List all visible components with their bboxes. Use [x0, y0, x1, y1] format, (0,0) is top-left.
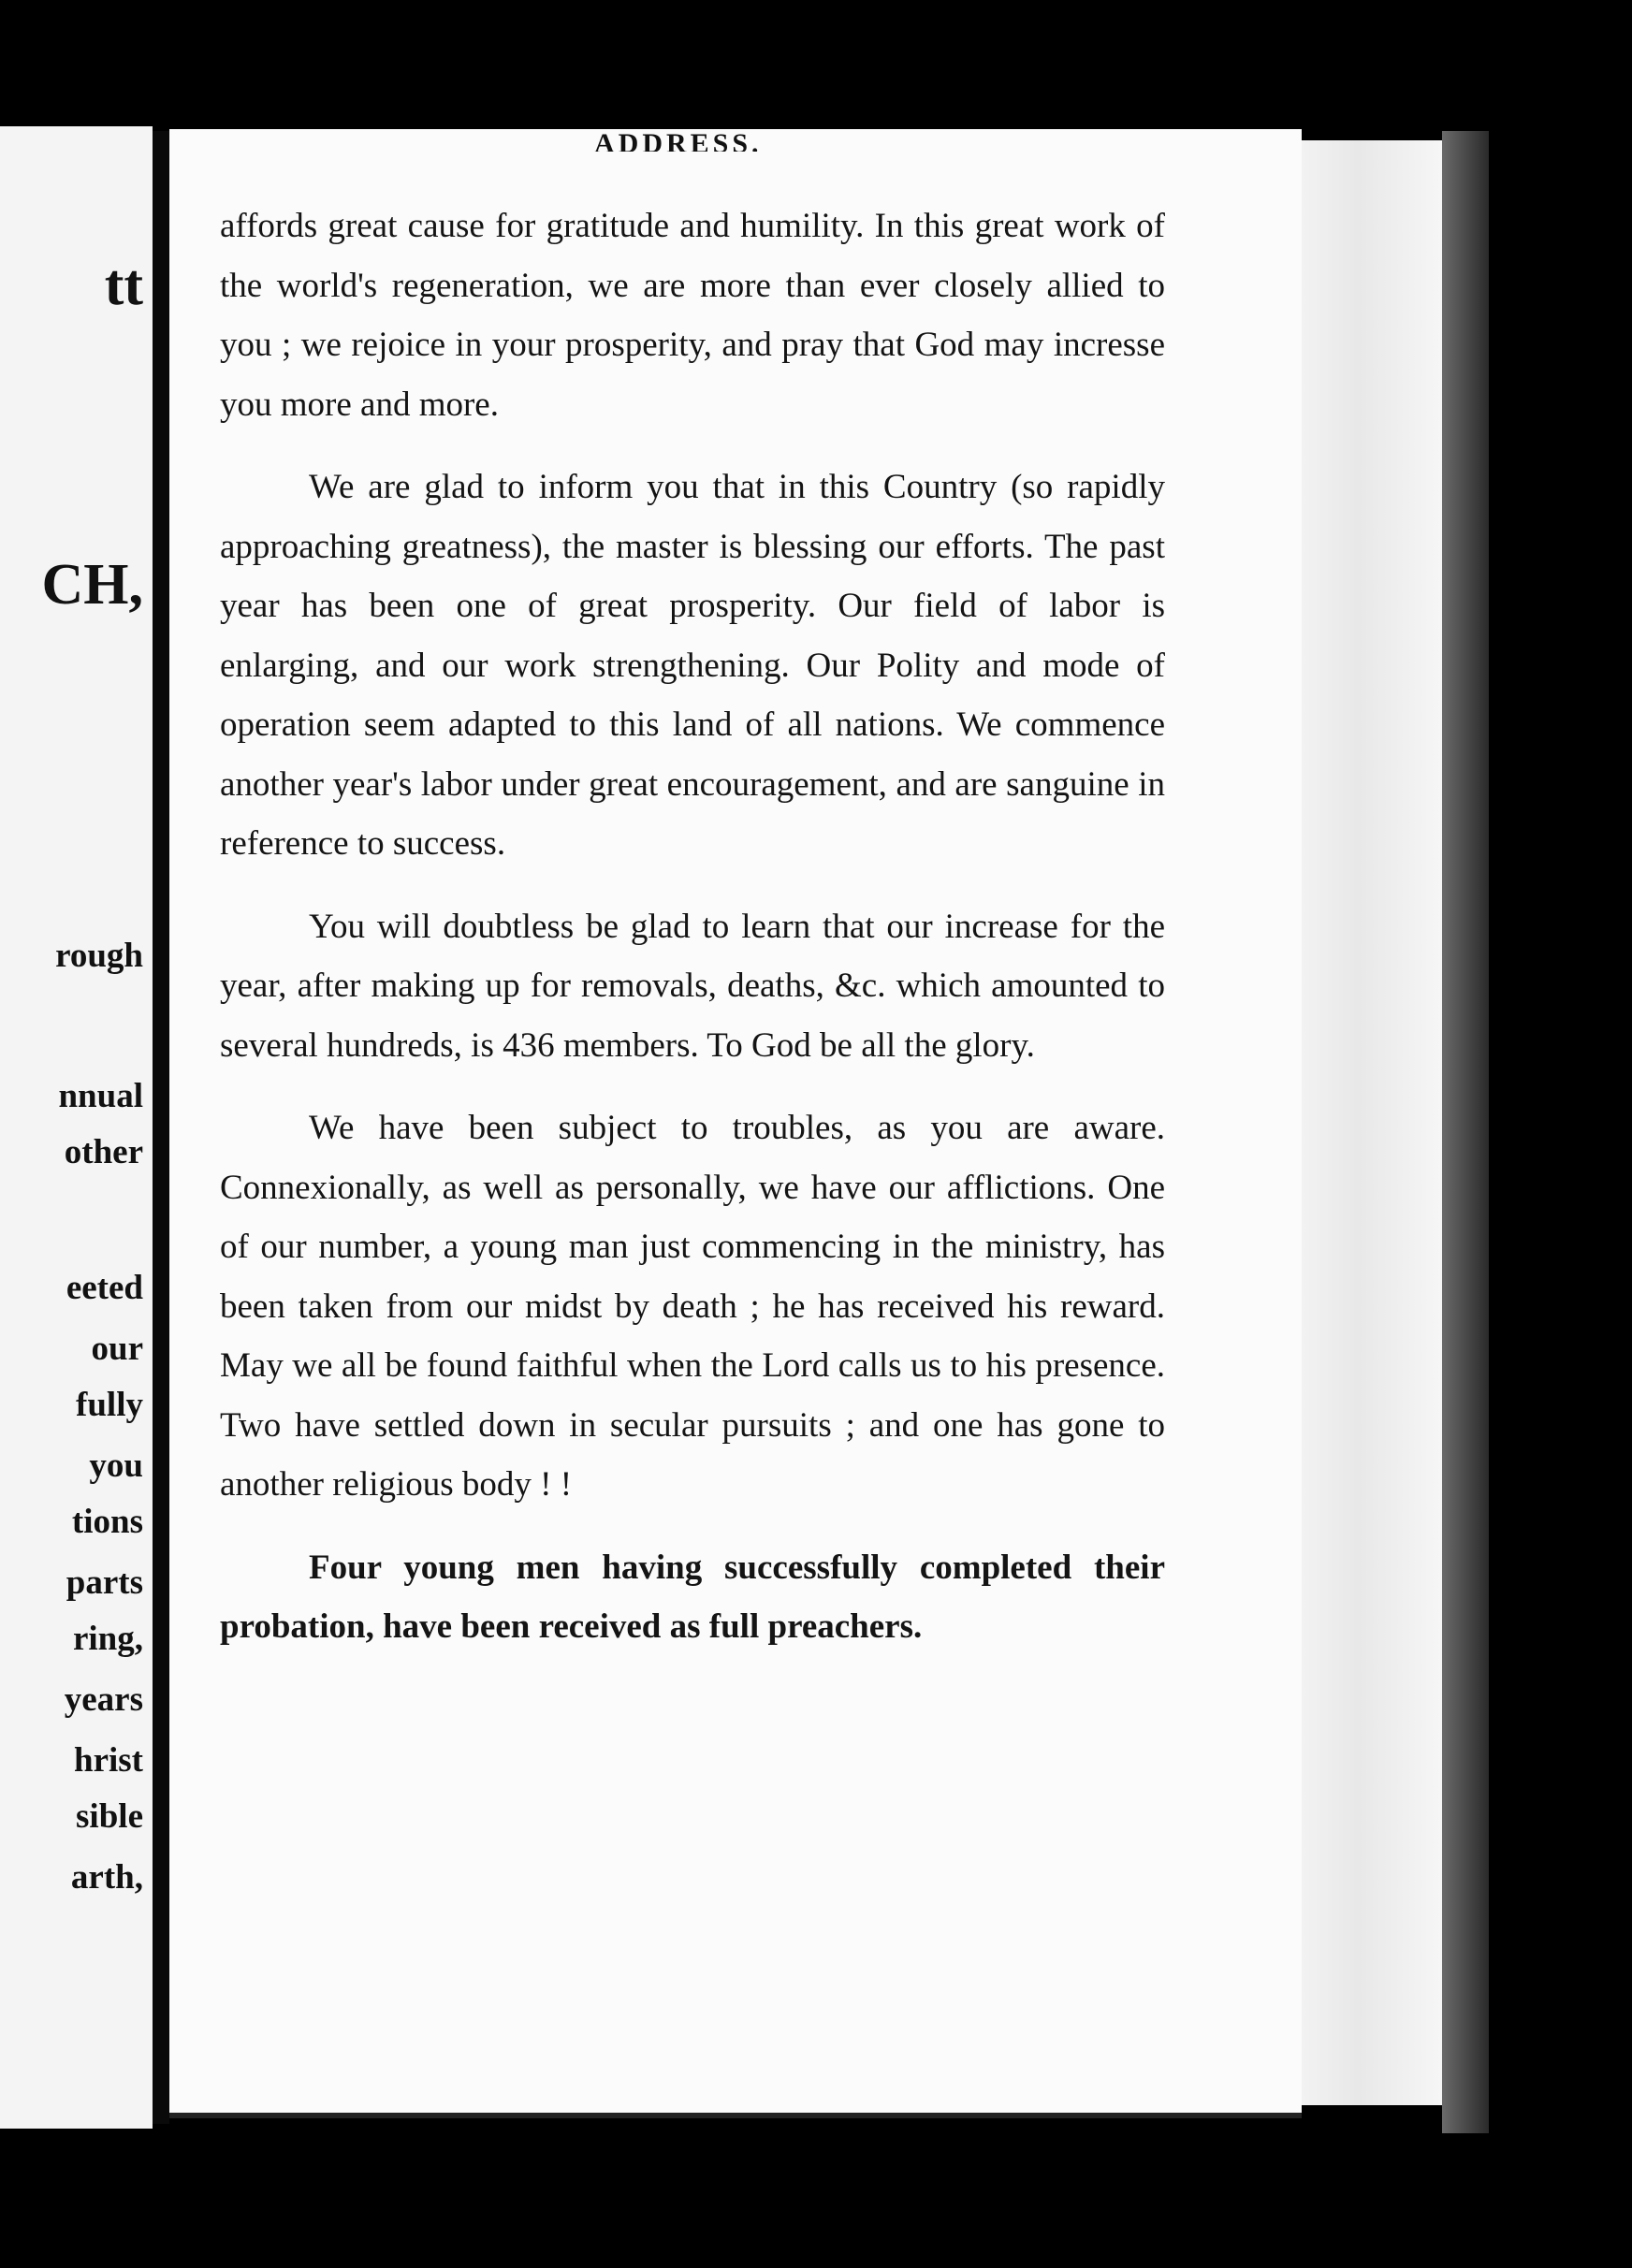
running-head: ADDRESS.	[594, 128, 763, 152]
left-page-fragment: sible	[76, 1797, 143, 1836]
left-page-fragment: tions	[71, 1503, 143, 1541]
left-page-fragment: CH,	[41, 553, 143, 617]
paragraph-2: We are glad to inform you that in this Country (so rapidly approaching greatness), the master is blessing our efforts. The past year has been one of great prosperity. Our field of labor is enlarging, and our work strengthening. Our Polity and mode of operation seem adapted to this land of all nations. We commence another year's labor under great encouragement, and are sanguine in reference to success.	[220, 468, 1165, 863]
left-page-fragment: years	[64, 1680, 143, 1719]
paragraph-3: You will doubtless be glad to learn that our increase for the year, after making up for removals, deaths, &c. which amounted to several hundreds, is 436 members. To God be all the glory.	[220, 907, 1165, 1065]
left-page-fragment: rough	[55, 937, 143, 975]
left-page-fragment: hrist	[74, 1741, 143, 1780]
left-page-fragment: other	[64, 1133, 143, 1171]
left-page-fragment: parts	[66, 1563, 143, 1602]
paragraph-5: Four young men having successfully completed their probation, have been received as full preachers.	[220, 1548, 1165, 1646]
previous-page-fragment	[0, 126, 153, 2129]
book-gutter	[153, 131, 169, 2124]
left-page-fragment: our	[91, 1330, 143, 1368]
page-edge	[1302, 140, 1442, 2105]
left-page-fragment: tt	[104, 254, 143, 317]
left-page-fragment: arth,	[70, 1858, 143, 1897]
paragraph-1: affords great cause for gratitude and humility. In this great work of the world's regeneration, we are more than ever closely allied to you ; we rejoice in your prosperity, and pray that God may incresse you more and more.	[220, 207, 1165, 424]
left-page-fragment: fully	[76, 1386, 143, 1424]
left-page-fragment: ring,	[72, 1620, 143, 1658]
left-page-fragment: nnual	[58, 1077, 143, 1115]
paragraph-4: We have been subject to troubles, as you are aware. Connexionally, as well as personally, we have our afflictions. One of our number, a young man just commencing in the ministry, has been taken from our midst by death ; he has received his reward. May we all be found faithful when the Lord calls us to his presence. Two have settled down in secular pursuits ; and one has gone to another religious body ! !	[220, 1109, 1165, 1504]
left-page-fragment: eeted	[66, 1269, 143, 1307]
left-page-fragment: you	[89, 1447, 143, 1485]
page-body	[220, 196, 1165, 1680]
book-cover-edge	[1442, 131, 1489, 2133]
